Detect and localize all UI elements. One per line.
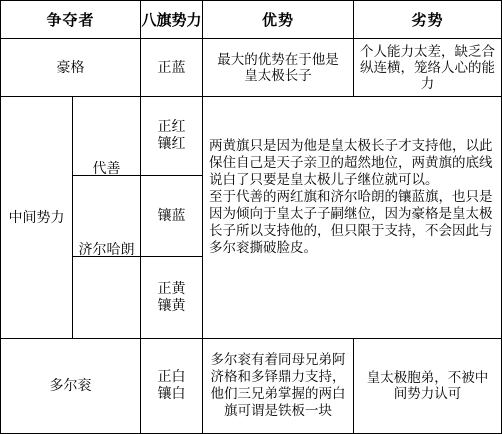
hooge-banner: 正蓝 xyxy=(157,59,186,76)
header-contender: 争夺者 xyxy=(46,11,95,29)
yellow-banner-2: 镶黄 xyxy=(157,297,186,314)
hooge-advantage-cell xyxy=(203,39,353,96)
hooge-name: 豪格 xyxy=(56,59,85,76)
header-disadvantage: 劣势 xyxy=(411,11,444,29)
dorgon-disadvantage-cell xyxy=(354,339,501,433)
jirgalang-name: 济尔哈朗 xyxy=(78,242,135,257)
middle-advantage-cell xyxy=(203,134,501,304)
hooge-advantage: 最大的优势在于他是皇太极长子 xyxy=(217,51,339,84)
table-col-divider xyxy=(72,96,73,338)
jirgalang-banner: 镶蓝 xyxy=(157,208,186,224)
daishan-banner-1: 正红 xyxy=(157,119,186,135)
yellow-banners xyxy=(141,257,202,338)
dorgon-banners xyxy=(141,339,202,433)
middle-group-name: 中间势力 xyxy=(8,209,65,226)
header-advantage: 优势 xyxy=(261,11,294,29)
dorgon-advantage: 多尔衮有着同母兄弟阿济格和多铎鼎力支持，他们三兄弟掌握的两白旗可谓是铁板一块 xyxy=(210,352,346,419)
dorgon-disadvantage: 皇太极胞弟，不被中间势力认可 xyxy=(366,370,489,402)
table-row-divider xyxy=(0,96,502,97)
yellow-banner-1: 正黄 xyxy=(157,280,186,297)
hooge-disadvantage: 个人能力太差，缺乏合纵连横，笼络人心的能力 xyxy=(360,43,495,92)
daishan-name: 代善 xyxy=(92,161,121,176)
dorgon-advantage-cell xyxy=(203,339,353,433)
daishan-banners xyxy=(141,97,202,175)
dorgon-banner-1: 正白 xyxy=(157,369,186,385)
dorgon-name: 多尔衮 xyxy=(49,378,92,394)
middle-advantage: 两黄旗只是因为他是皇太极长子才支持他，以此保住自己是天子亲卫的超然地位，两黄旗的底线说白了只要是皇太极儿子继位就可以。 至于代善的两红旗和济尔哈朗的镶蓝旗，也只是因为倾向于皇太子子嗣继位，因为豪格是皇太极长子所以支持他的，但只限于支持，不会因此与多尔衮撕破脸皮。 xyxy=(209,138,493,256)
header-banners: 八旗势力 xyxy=(141,11,202,29)
daishan-banner-2: 镶红 xyxy=(157,136,186,152)
dorgon-banner-2: 镶白 xyxy=(157,386,186,402)
hooge-disadvantage-cell xyxy=(354,39,501,96)
